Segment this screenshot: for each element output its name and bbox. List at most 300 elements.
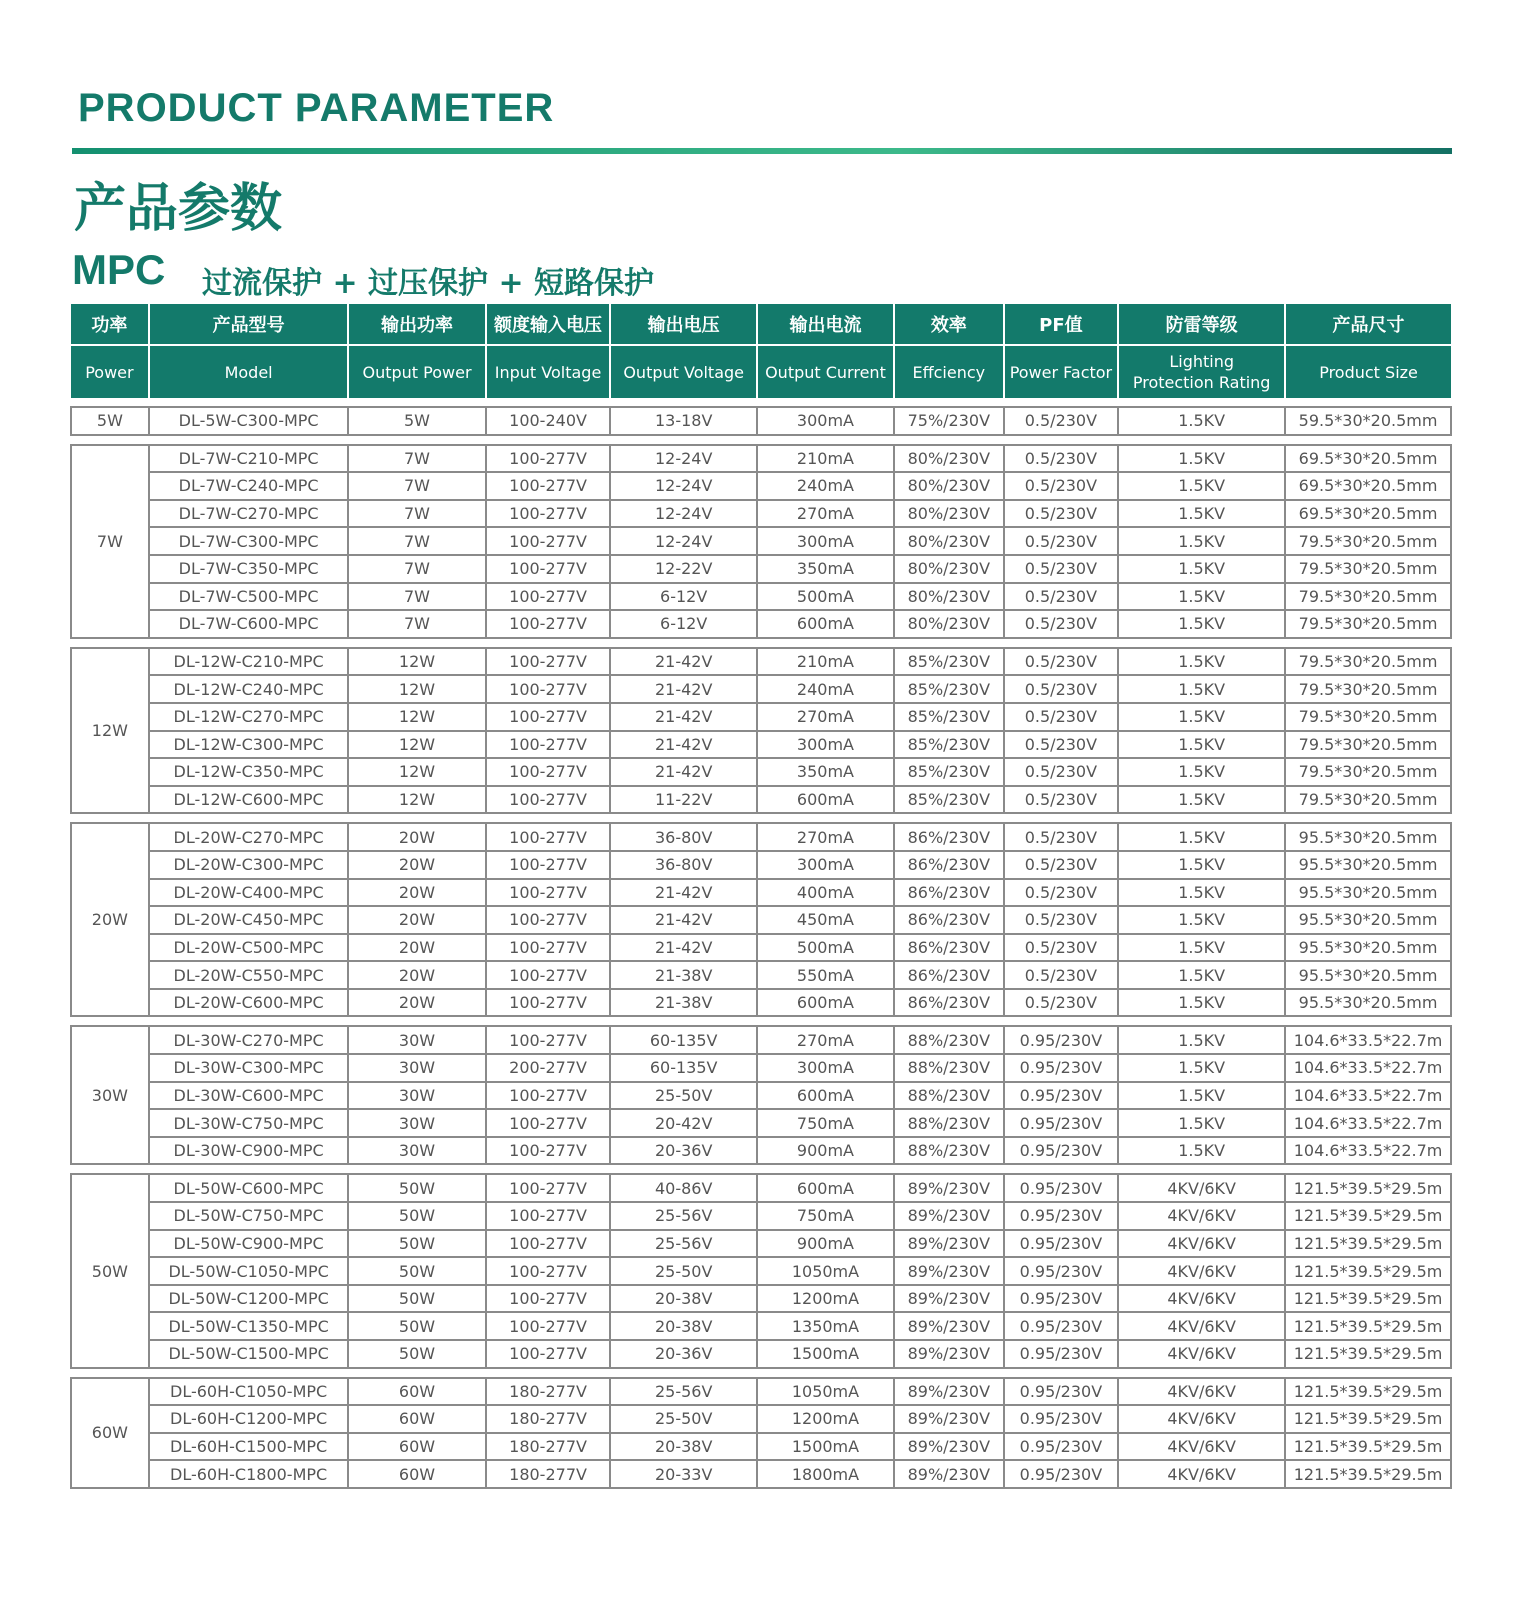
table-cell: 104.6*33.5*22.7m (1285, 1054, 1451, 1082)
table-cell: 100-277V (486, 583, 611, 611)
table-cell: 1.5KV (1118, 648, 1285, 676)
table-cell: 7W (348, 555, 485, 583)
table-cell: 100-277V (486, 961, 611, 989)
table-cell: 12-24V (610, 500, 756, 528)
table-cell: 0.5/230V (1004, 648, 1119, 676)
table-cell: 11-22V (610, 786, 756, 814)
table-cell: 7W (348, 445, 485, 473)
table-row (71, 1405, 1451, 1433)
table-cell: DL-7W-C500-MPC (149, 583, 349, 611)
table-row (71, 851, 1451, 879)
table-cell: 12-24V (610, 472, 756, 500)
table-cell: 0.5/230V (1004, 583, 1119, 611)
table-cell: 7W (348, 472, 485, 500)
table-row (71, 472, 1451, 500)
parameter-table (70, 304, 1452, 1489)
table-row (71, 703, 1451, 731)
table-row (71, 500, 1451, 528)
table-cell: 89%/230V (894, 1230, 1004, 1258)
table-cell: 4KV/6KV (1118, 1460, 1285, 1488)
table-cell: 1.5KV (1118, 500, 1285, 528)
table-cell: 121.5*39.5*29.5m (1285, 1230, 1451, 1258)
table-cell: DL-7W-C350-MPC (149, 555, 349, 583)
table-cell: 1.5KV (1118, 527, 1285, 555)
table-cell: 0.95/230V (1004, 1285, 1119, 1313)
table-cell: 88%/230V (894, 1026, 1004, 1054)
table-cell: 121.5*39.5*29.5m (1285, 1312, 1451, 1340)
table-cell: DL-12W-C600-MPC (149, 786, 349, 814)
table-cell: 0.95/230V (1004, 1082, 1119, 1110)
table-cell: DL-30W-C270-MPC (149, 1026, 349, 1054)
table-cell: 12W (348, 758, 485, 786)
table-cell: 12-24V (610, 445, 756, 473)
table-cell: 20-42V (610, 1109, 756, 1137)
table-cell: 80%/230V (894, 500, 1004, 528)
series-name: MPC (72, 246, 166, 293)
table-cell: 500mA (757, 583, 894, 611)
table-cell: 1.5KV (1118, 675, 1285, 703)
table-cell: 25-50V (610, 1257, 756, 1285)
table-cell: 95.5*30*20.5mm (1285, 989, 1451, 1017)
group-spacer-cell (71, 435, 1451, 445)
table-cell: 88%/230V (894, 1137, 1004, 1165)
table-cell: DL-7W-C300-MPC (149, 527, 349, 555)
table-cell: 1.5KV (1118, 583, 1285, 611)
table-cell: 85%/230V (894, 703, 1004, 731)
table-cell: 40-86V (610, 1174, 756, 1202)
table-cell: 6-12V (610, 583, 756, 611)
table-cell: DL-50W-C900-MPC (149, 1230, 349, 1258)
table-cell: 104.6*33.5*22.7m (1285, 1109, 1451, 1137)
table-cell: 100-277V (486, 1026, 611, 1054)
table-cell: 50W (348, 1340, 485, 1368)
table-cell: 86%/230V (894, 934, 1004, 962)
group-spacer (71, 1368, 1451, 1378)
table-cell: 21-42V (610, 934, 756, 962)
group-spacer-cell (71, 398, 1451, 407)
table-cell: 95.5*30*20.5mm (1285, 851, 1451, 879)
table-cell: 210mA (757, 648, 894, 676)
table-cell: 60W (348, 1405, 485, 1433)
table-cell: 100-277V (486, 472, 611, 500)
table-row (71, 1340, 1451, 1368)
table-cell: DL-50W-C1050-MPC (149, 1257, 349, 1285)
table-cell: DL-12W-C350-MPC (149, 758, 349, 786)
table-cell: 50W (348, 1312, 485, 1340)
table-cell: 0.95/230V (1004, 1405, 1119, 1433)
table-cell: 1.5KV (1118, 407, 1285, 435)
table-cell: 100-277V (486, 703, 611, 731)
table-cell: 4KV/6KV (1118, 1230, 1285, 1258)
table-cell: 300mA (757, 1054, 894, 1082)
table-cell: 7W (348, 500, 485, 528)
table-cell: 0.5/230V (1004, 555, 1119, 583)
table-cell: 80%/230V (894, 583, 1004, 611)
table-cell: 85%/230V (894, 758, 1004, 786)
table-cell: 1.5KV (1118, 934, 1285, 962)
table-cell: 0.5/230V (1004, 527, 1119, 555)
table-cell: 400mA (757, 879, 894, 907)
table-cell: 0.95/230V (1004, 1433, 1119, 1461)
table-cell: 1500mA (757, 1340, 894, 1368)
power-group-cell: 7W (71, 445, 149, 638)
table-cell: 100-277V (486, 1340, 611, 1368)
table-cell: 69.5*30*20.5mm (1285, 472, 1451, 500)
table-cell: 0.5/230V (1004, 610, 1119, 638)
col-header-cn: 额度输入电压 (486, 304, 611, 345)
col-header-en: Effciency (894, 345, 1004, 398)
power-group-cell: 30W (71, 1026, 149, 1164)
col-header-en: Model (149, 345, 349, 398)
table-cell: 80%/230V (894, 445, 1004, 473)
table-cell: DL-20W-C600-MPC (149, 989, 349, 1017)
table-cell: 12W (348, 703, 485, 731)
table-cell: 20-36V (610, 1340, 756, 1368)
table-cell: 121.5*39.5*29.5m (1285, 1340, 1451, 1368)
table-cell: 4KV/6KV (1118, 1202, 1285, 1230)
table-cell: 1.5KV (1118, 961, 1285, 989)
table-row (71, 1137, 1451, 1165)
table-cell: 89%/230V (894, 1340, 1004, 1368)
group-spacer-cell (71, 813, 1451, 823)
table-cell: 100-277V (486, 1174, 611, 1202)
table-cell: 240mA (757, 675, 894, 703)
table-cell: 1.5KV (1118, 1137, 1285, 1165)
table-cell: 7W (348, 527, 485, 555)
table-cell: 104.6*33.5*22.7m (1285, 1026, 1451, 1054)
table-cell: 85%/230V (894, 786, 1004, 814)
table-row (71, 555, 1451, 583)
table-cell: 12W (348, 675, 485, 703)
table-cell: 25-56V (610, 1202, 756, 1230)
table-cell: 25-50V (610, 1405, 756, 1433)
table-cell: 21-42V (610, 703, 756, 731)
table-cell: 12-24V (610, 527, 756, 555)
table-cell: 4KV/6KV (1118, 1285, 1285, 1313)
table-cell: 0.95/230V (1004, 1109, 1119, 1137)
table-row (71, 1026, 1451, 1054)
table-cell: 86%/230V (894, 989, 1004, 1017)
table-cell: 0.95/230V (1004, 1202, 1119, 1230)
table-cell: 80%/230V (894, 472, 1004, 500)
table-row (71, 786, 1451, 814)
group-spacer-cell (71, 1016, 1451, 1026)
table-cell: 89%/230V (894, 1460, 1004, 1488)
table-cell: 95.5*30*20.5mm (1285, 906, 1451, 934)
table-cell: DL-12W-C300-MPC (149, 731, 349, 759)
table-row (71, 934, 1451, 962)
table-row (71, 445, 1451, 473)
table-cell: 21-42V (610, 731, 756, 759)
table-cell: 36-80V (610, 823, 756, 851)
table-cell: 88%/230V (894, 1082, 1004, 1110)
table-row (71, 731, 1451, 759)
table-cell: 89%/230V (894, 1433, 1004, 1461)
table-cell: DL-20W-C270-MPC (149, 823, 349, 851)
table-cell: 59.5*30*20.5mm (1285, 407, 1451, 435)
table-cell: DL-60H-C1050-MPC (149, 1378, 349, 1406)
table-cell: 60W (348, 1378, 485, 1406)
table-cell: 300mA (757, 731, 894, 759)
table-cell: 6-12V (610, 610, 756, 638)
table-cell: 900mA (757, 1230, 894, 1258)
table-cell: 0.5/230V (1004, 500, 1119, 528)
col-header-cn: 输出电流 (757, 304, 894, 345)
table-cell: 1.5KV (1118, 906, 1285, 934)
table-row (71, 1054, 1451, 1082)
table-cell: 104.6*33.5*22.7m (1285, 1082, 1451, 1110)
table-cell: DL-12W-C270-MPC (149, 703, 349, 731)
table-cell: 89%/230V (894, 1285, 1004, 1313)
table-row (71, 610, 1451, 638)
table-cell: 7W (348, 583, 485, 611)
table-cell: 100-277V (486, 675, 611, 703)
table-cell: 0.5/230V (1004, 758, 1119, 786)
table-cell: DL-7W-C210-MPC (149, 445, 349, 473)
table-cell: 60W (348, 1433, 485, 1461)
table-cell: DL-20W-C500-MPC (149, 934, 349, 962)
table-cell: DL-20W-C400-MPC (149, 879, 349, 907)
group-spacer (71, 398, 1451, 407)
table-cell: 30W (348, 1137, 485, 1165)
table-cell: 100-277V (486, 1257, 611, 1285)
table-cell: 0.95/230V (1004, 1174, 1119, 1202)
table-cell: 30W (348, 1026, 485, 1054)
col-header-en: Power (71, 345, 149, 398)
table-cell: 20W (348, 961, 485, 989)
table-cell: 0.5/230V (1004, 731, 1119, 759)
table-cell: 21-42V (610, 758, 756, 786)
table-cell: 270mA (757, 500, 894, 528)
table-row (71, 1285, 1451, 1313)
table-cell: 79.5*30*20.5mm (1285, 703, 1451, 731)
table-cell: 4KV/6KV (1118, 1433, 1285, 1461)
table-cell: DL-50W-C1500-MPC (149, 1340, 349, 1368)
table-cell: 100-240V (486, 407, 611, 435)
table-cell: 50W (348, 1174, 485, 1202)
table-cell: 75%/230V (894, 407, 1004, 435)
table-cell: 12W (348, 648, 485, 676)
group-spacer-cell (71, 638, 1451, 648)
table-cell: 20-36V (610, 1137, 756, 1165)
table-cell: 0.5/230V (1004, 786, 1119, 814)
table-row (71, 407, 1451, 435)
table-cell: 1.5KV (1118, 1082, 1285, 1110)
table-cell: 79.5*30*20.5mm (1285, 731, 1451, 759)
table-cell: 1050mA (757, 1257, 894, 1285)
table-cell: 95.5*30*20.5mm (1285, 879, 1451, 907)
table-cell: 121.5*39.5*29.5m (1285, 1174, 1451, 1202)
table-cell: 50W (348, 1285, 485, 1313)
table-cell: 100-277V (486, 758, 611, 786)
table-cell: 180-277V (486, 1460, 611, 1488)
table-cell: 95.5*30*20.5mm (1285, 961, 1451, 989)
table-row (71, 1230, 1451, 1258)
table-cell: 200-277V (486, 1054, 611, 1082)
table-row (71, 1082, 1451, 1110)
table-row (71, 1174, 1451, 1202)
table-cell: 0.5/230V (1004, 989, 1119, 1017)
table-cell: DL-7W-C240-MPC (149, 472, 349, 500)
table-cell: 900mA (757, 1137, 894, 1165)
table-cell: 89%/230V (894, 1312, 1004, 1340)
table-cell: 100-277V (486, 989, 611, 1017)
table-cell: DL-7W-C600-MPC (149, 610, 349, 638)
table-cell: 80%/230V (894, 555, 1004, 583)
table-cell: 95.5*30*20.5mm (1285, 823, 1451, 851)
table-cell: 79.5*30*20.5mm (1285, 758, 1451, 786)
group-spacer (71, 1016, 1451, 1026)
table-cell: 0.5/230V (1004, 675, 1119, 703)
table-cell: 300mA (757, 851, 894, 879)
table-cell: 1.5KV (1118, 555, 1285, 583)
table-cell: 0.95/230V (1004, 1257, 1119, 1285)
table-cell: 600mA (757, 989, 894, 1017)
table-cell: 85%/230V (894, 648, 1004, 676)
table-cell: 180-277V (486, 1433, 611, 1461)
table-cell: 210mA (757, 445, 894, 473)
table-cell: 121.5*39.5*29.5m (1285, 1257, 1451, 1285)
col-header-en: Lighting Protection Rating (1118, 345, 1285, 398)
table-cell: 100-277V (486, 1285, 611, 1313)
table-cell: 30W (348, 1109, 485, 1137)
col-header-cn: 产品尺寸 (1285, 304, 1451, 345)
table-cell: 1.5KV (1118, 786, 1285, 814)
group-spacer-cell (71, 1368, 1451, 1378)
table-cell: 100-277V (486, 610, 611, 638)
table-cell: 60-135V (610, 1054, 756, 1082)
col-header-cn: 输出电压 (610, 304, 756, 345)
table-cell: 600mA (757, 786, 894, 814)
table-cell: 270mA (757, 823, 894, 851)
table-cell: 240mA (757, 472, 894, 500)
table-cell: 100-277V (486, 934, 611, 962)
table-cell: 1.5KV (1118, 823, 1285, 851)
table-cell: 21-42V (610, 879, 756, 907)
col-header-cn: 产品型号 (149, 304, 349, 345)
table-row (71, 758, 1451, 786)
table-cell: 0.5/230V (1004, 934, 1119, 962)
col-header-en: Input Voltage (486, 345, 611, 398)
power-group-cell: 20W (71, 823, 149, 1016)
table-cell: 0.95/230V (1004, 1054, 1119, 1082)
table-cell: 450mA (757, 906, 894, 934)
table-cell: 600mA (757, 1082, 894, 1110)
table-cell: 100-277V (486, 1202, 611, 1230)
table-row (71, 527, 1451, 555)
table-cell: 0.95/230V (1004, 1378, 1119, 1406)
table-cell: 21-38V (610, 961, 756, 989)
table-cell: 750mA (757, 1202, 894, 1230)
table-cell: 86%/230V (894, 906, 1004, 934)
table-cell: 21-42V (610, 906, 756, 934)
table-cell: 20W (348, 851, 485, 879)
table-cell: 30W (348, 1054, 485, 1082)
table-cell: 20-38V (610, 1285, 756, 1313)
table-cell: 121.5*39.5*29.5m (1285, 1202, 1451, 1230)
table-cell: 20-38V (610, 1433, 756, 1461)
table-cell: 89%/230V (894, 1202, 1004, 1230)
table-cell: DL-20W-C550-MPC (149, 961, 349, 989)
table-cell: 0.5/230V (1004, 472, 1119, 500)
header-row-en (71, 345, 1451, 398)
table-row (71, 1378, 1451, 1406)
table-cell: 89%/230V (894, 1257, 1004, 1285)
table-cell: 1.5KV (1118, 851, 1285, 879)
table-cell: 20W (348, 934, 485, 962)
page-title-cn: 产品参数 (74, 179, 283, 239)
col-header-en: Output Current (757, 345, 894, 398)
table-cell: 21-42V (610, 648, 756, 676)
table-cell: 100-277V (486, 906, 611, 934)
table-cell: 100-277V (486, 445, 611, 473)
table-cell: 0.95/230V (1004, 1460, 1119, 1488)
table-cell: 88%/230V (894, 1054, 1004, 1082)
table-cell: 20-38V (610, 1312, 756, 1340)
table-cell: 0.5/230V (1004, 879, 1119, 907)
table-cell: 100-277V (486, 1137, 611, 1165)
table-row (71, 1109, 1451, 1137)
table-cell: 0.5/230V (1004, 407, 1119, 435)
col-header-cn: 效率 (894, 304, 1004, 345)
table-row (71, 1460, 1451, 1488)
table-row (71, 1257, 1451, 1285)
table-cell: DL-60H-C1500-MPC (149, 1433, 349, 1461)
table-cell: 100-277V (486, 500, 611, 528)
table-row (71, 1202, 1451, 1230)
table-cell: 100-277V (486, 731, 611, 759)
table-cell: DL-60H-C1800-MPC (149, 1460, 349, 1488)
col-header-en: Output Voltage (610, 345, 756, 398)
title-divider (72, 148, 1452, 154)
table-cell: 0.5/230V (1004, 823, 1119, 851)
table-cell: DL-5W-C300-MPC (149, 407, 349, 435)
table-cell: 100-277V (486, 527, 611, 555)
table-cell: 1200mA (757, 1405, 894, 1433)
power-group-cell: 60W (71, 1378, 149, 1488)
table-cell: 600mA (757, 610, 894, 638)
col-header-cn: 功率 (71, 304, 149, 345)
group-spacer (71, 638, 1451, 648)
table-cell: 1.5KV (1118, 879, 1285, 907)
table-cell: DL-30W-C600-MPC (149, 1082, 349, 1110)
table-cell: 79.5*30*20.5mm (1285, 610, 1451, 638)
table-cell: 21-42V (610, 675, 756, 703)
table-cell: 50W (348, 1257, 485, 1285)
table-cell: DL-30W-C300-MPC (149, 1054, 349, 1082)
table-cell: 1.5KV (1118, 1054, 1285, 1082)
col-header-cn: PF值 (1004, 304, 1119, 345)
table-cell: 100-277V (486, 648, 611, 676)
table-cell: 0.95/230V (1004, 1312, 1119, 1340)
table-cell: 600mA (757, 1174, 894, 1202)
table-cell: 0.5/230V (1004, 703, 1119, 731)
table-cell: 1.5KV (1118, 472, 1285, 500)
table-row (71, 1312, 1451, 1340)
table-cell: 69.5*30*20.5mm (1285, 445, 1451, 473)
table-cell: 12W (348, 731, 485, 759)
power-group-cell: 12W (71, 648, 149, 814)
table-cell: 89%/230V (894, 1378, 1004, 1406)
series-features: 过流保护 + 过压保护 + 短路保护 (202, 266, 655, 301)
table-row (71, 1433, 1451, 1461)
table-cell: 1.5KV (1118, 1109, 1285, 1137)
table-cell: 100-277V (486, 823, 611, 851)
table-cell: 80%/230V (894, 527, 1004, 555)
table-cell: 12-22V (610, 555, 756, 583)
table-cell: 4KV/6KV (1118, 1378, 1285, 1406)
table-cell: 0.95/230V (1004, 1137, 1119, 1165)
